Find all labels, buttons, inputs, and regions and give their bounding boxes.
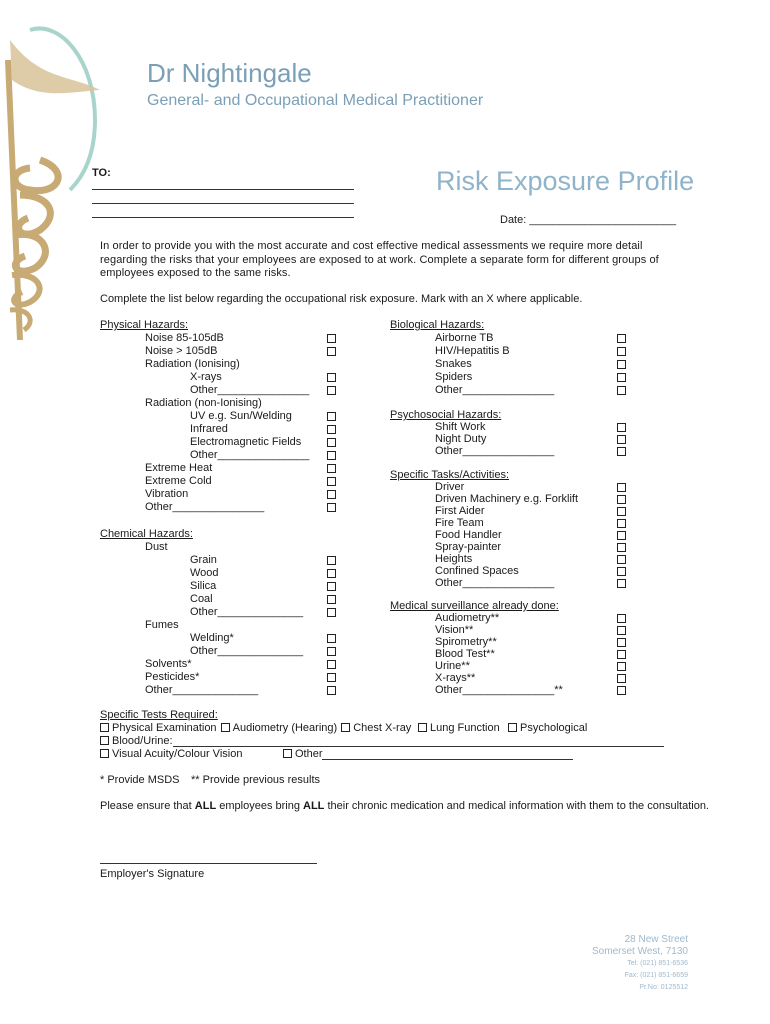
checkbox-heights[interactable] [617, 555, 626, 564]
checkbox-chest-xray[interactable] [341, 723, 350, 732]
checkbox-noise-105[interactable] [327, 347, 336, 356]
note-emphasis: ALL [194, 800, 217, 812]
tests-row-3 [100, 748, 242, 761]
item-label: Spirometry** [435, 636, 497, 648]
to-line-2[interactable] [92, 203, 354, 204]
checkbox-fire-team[interactable] [617, 519, 626, 528]
checkbox-other-chemical[interactable] [327, 686, 336, 695]
checkbox-uv[interactable] [327, 412, 336, 421]
item-label: Confined Spaces [435, 565, 519, 577]
item-label: Driver [435, 481, 465, 493]
checkbox-welding[interactable] [327, 634, 336, 643]
address-fax: Fax: (021) 851-6659 [624, 972, 688, 979]
checkbox-urine[interactable] [617, 662, 626, 671]
checkbox-extreme-heat[interactable] [327, 464, 336, 473]
checkbox-airborne-tb[interactable] [617, 334, 626, 343]
blood-urine-label: Blood/Urine: [112, 735, 173, 747]
item-label: Extreme Cold [145, 475, 212, 487]
note-text: Please ensure that [100, 800, 195, 812]
checkbox-noise-85-105[interactable] [327, 334, 336, 343]
checkbox-lung-function[interactable] [418, 723, 427, 732]
item-label: Shift Work [435, 421, 486, 433]
item-label: Fumes [145, 619, 179, 631]
checkbox-extreme-cold[interactable] [327, 477, 336, 486]
tests-row-1b [418, 722, 500, 735]
item-label: Electromagnetic Fields [190, 436, 302, 448]
checkbox-blood-test[interactable] [617, 650, 626, 659]
specific-tests-heading: Specific Tests Required: [100, 709, 218, 721]
caduceus-logo-icon [0, 20, 110, 340]
item-label: Vibration [145, 488, 189, 500]
checkbox-visual-acuity[interactable] [100, 749, 109, 758]
item-label: Blood Test** [435, 648, 495, 660]
checkbox-spiders[interactable] [617, 373, 626, 382]
item-label: Pesticides* [145, 671, 200, 683]
item-label: Grain [190, 554, 217, 566]
note-emphasis: ALL [303, 800, 325, 812]
visual-acuity-label: Visual Acuity/Colour Vision [112, 748, 243, 760]
item-label: Noise 85-105dB [145, 332, 224, 344]
item-label: Vision** [435, 624, 474, 636]
item-label: Food Handler [435, 529, 502, 541]
physical-exam-label: Physical Examination [112, 722, 217, 734]
item-label: Dust [145, 541, 168, 553]
tests-row-2 [100, 735, 173, 748]
date-field[interactable]: Date: ________________________ [500, 214, 677, 226]
checkbox-xrays[interactable] [327, 373, 336, 382]
item-label: Radiation (non-Ionising) [145, 397, 262, 409]
item-label: Spiders [435, 371, 473, 383]
note-text: their chronic medication and medical information with them to the consultation. [324, 800, 709, 812]
checkbox-food-handler[interactable] [617, 531, 626, 540]
checkbox-snakes[interactable] [617, 360, 626, 369]
chest-xray-label: Chest X-ray [353, 722, 412, 734]
item-label: Fire Team [435, 517, 484, 529]
item-label: HIV/Hepatitis B [435, 345, 510, 357]
checkbox-infrared[interactable] [327, 425, 336, 434]
checkbox-vision[interactable] [617, 626, 626, 635]
item-label: Other______________ [145, 684, 259, 696]
checkbox-other-biological[interactable] [617, 386, 626, 395]
chemical-hazards-heading: Chemical Hazards: [100, 528, 193, 540]
item-label: X-rays [190, 371, 222, 383]
item-label: Audiometry** [435, 612, 500, 624]
practitioner-subtitle: General- and Occupational Medical Practitioner [147, 92, 484, 109]
lung-function-label: Lung Function [430, 722, 500, 734]
checkbox-hiv-hepb[interactable] [617, 347, 626, 356]
tests-row-1 [100, 722, 411, 735]
item-label: Airborne TB [435, 332, 494, 344]
checkbox-other-psychosocial[interactable] [617, 447, 626, 456]
checkbox-other-fumes[interactable] [327, 647, 336, 656]
item-label: Spray-painter [435, 541, 502, 553]
checkbox-spray-painter[interactable] [617, 543, 626, 552]
checkbox-audiometry[interactable] [617, 614, 626, 623]
tests-row-3b [283, 748, 323, 761]
biological-hazards-heading: Biological Hazards: [390, 319, 485, 331]
address-tel: Tel: (021) 851-6536 [627, 960, 688, 967]
psychological-label: Psychological [520, 722, 588, 734]
signature-label: Employer's Signature [100, 868, 205, 880]
checkbox-other-surveillance[interactable] [617, 686, 626, 695]
psychosocial-hazards-heading: Psychosocial Hazards: [390, 409, 502, 421]
checkbox-driver[interactable] [617, 483, 626, 492]
item-label: Radiation (Ionising) [145, 358, 240, 370]
item-label: X-rays** [435, 672, 476, 684]
instruction-text: Complete the list below regarding the occupational risk exposure. Mark with an X where applicable. [100, 293, 583, 305]
checkbox-spirometry[interactable] [617, 638, 626, 647]
item-label: Snakes [435, 358, 472, 370]
checkbox-night-duty[interactable] [617, 435, 626, 444]
item-label: First Aider [435, 505, 485, 517]
other-test-line[interactable] [322, 759, 573, 760]
medication-note [100, 800, 709, 813]
checkbox-first-aider[interactable] [617, 507, 626, 516]
page-title: Risk Exposure Profile [436, 166, 695, 196]
item-label: Other_______________ [435, 384, 555, 396]
item-label: Night Duty [435, 433, 487, 445]
checkbox-surveillance-xrays[interactable] [617, 674, 626, 683]
item-label: UV e.g. Sun/Welding [190, 410, 292, 422]
item-label: Coal [190, 593, 213, 605]
blood-urine-line[interactable] [173, 746, 664, 747]
checkbox-blood-urine[interactable] [100, 736, 109, 745]
practitioner-name: Dr Nightingale [147, 58, 312, 88]
item-label: Other_______________ [190, 384, 310, 396]
address-street: 28 New Street [624, 934, 688, 945]
checkbox-other-test[interactable] [283, 749, 292, 758]
item-label: Other_______________** [435, 684, 563, 696]
specific-tasks-heading: Specific Tasks/Activities: [390, 469, 510, 481]
checkbox-psychological[interactable] [508, 723, 517, 732]
checkbox-other-physical[interactable] [327, 503, 336, 512]
checkbox-confined-spaces[interactable] [617, 567, 626, 576]
checkbox-physical-exam[interactable] [100, 723, 109, 732]
address-prno: Pr.No: 0125512 [639, 984, 688, 991]
note-text: employees bring [216, 800, 304, 812]
item-label: Other_______________ [190, 449, 310, 461]
item-label: Heights [435, 553, 473, 565]
item-label: Urine** [435, 660, 470, 672]
item-label: Other______________ [190, 645, 304, 657]
signature-line[interactable] [100, 863, 317, 864]
to-label: TO: [92, 167, 111, 179]
checkbox-pesticides[interactable] [327, 673, 336, 682]
item-label: Noise > 105dB [145, 345, 218, 357]
to-line-1[interactable] [92, 189, 354, 190]
item-label: Other______________ [190, 606, 304, 618]
checkbox-grain[interactable] [327, 556, 336, 565]
physical-hazards-heading: Physical Hazards: [100, 319, 189, 331]
checkbox-other-dust[interactable] [327, 608, 336, 617]
item-label: Infrared [190, 423, 228, 435]
checkbox-other-tasks[interactable] [617, 579, 626, 588]
item-label: Silica [190, 580, 217, 592]
checkbox-other-non-ionising[interactable] [327, 451, 336, 460]
checkbox-vibration[interactable] [327, 490, 336, 499]
footnote-previous-results: ** Provide previous results [191, 774, 321, 786]
tests-row-1c [508, 722, 587, 735]
address-suburb: Somerset West, 7130 [592, 946, 688, 957]
checkbox-wood[interactable] [327, 569, 336, 578]
item-label: Other_______________ [435, 577, 555, 589]
checkbox-shift-work[interactable] [617, 423, 626, 432]
item-label: Other_______________ [435, 445, 555, 457]
item-label: Driven Machinery e.g. Forklift [435, 493, 579, 505]
footnote-msds: * Provide MSDS [100, 774, 180, 786]
intro-paragraph: In order to provide you with the most accurate and cost effective medical assessments we require more detail regarding the risks that your employees are exposed to at work. Complete a separate form for different groups of employees exposed to the same risks. [100, 240, 659, 279]
checkbox-driven-machinery[interactable] [617, 495, 626, 504]
checkbox-solvents[interactable] [327, 660, 336, 669]
medical-surveillance-heading: Medical surveillance already done: [390, 600, 559, 612]
other-test-label: Other [295, 748, 323, 760]
audiometry-hearing-label: Audiometry (Hearing) [232, 722, 338, 734]
to-line-3[interactable] [92, 217, 354, 218]
checkbox-other-ionising[interactable] [327, 386, 336, 395]
checkbox-coal[interactable] [327, 595, 336, 604]
item-label: Extreme Heat [145, 462, 213, 474]
item-label: Other_______________ [145, 501, 265, 513]
item-label: Solvents* [145, 658, 192, 670]
checkbox-audiometry-hearing[interactable] [221, 723, 230, 732]
checkbox-emf[interactable] [327, 438, 336, 447]
checkbox-silica[interactable] [327, 582, 336, 591]
item-label: Welding* [190, 632, 234, 644]
item-label: Wood [190, 567, 219, 579]
